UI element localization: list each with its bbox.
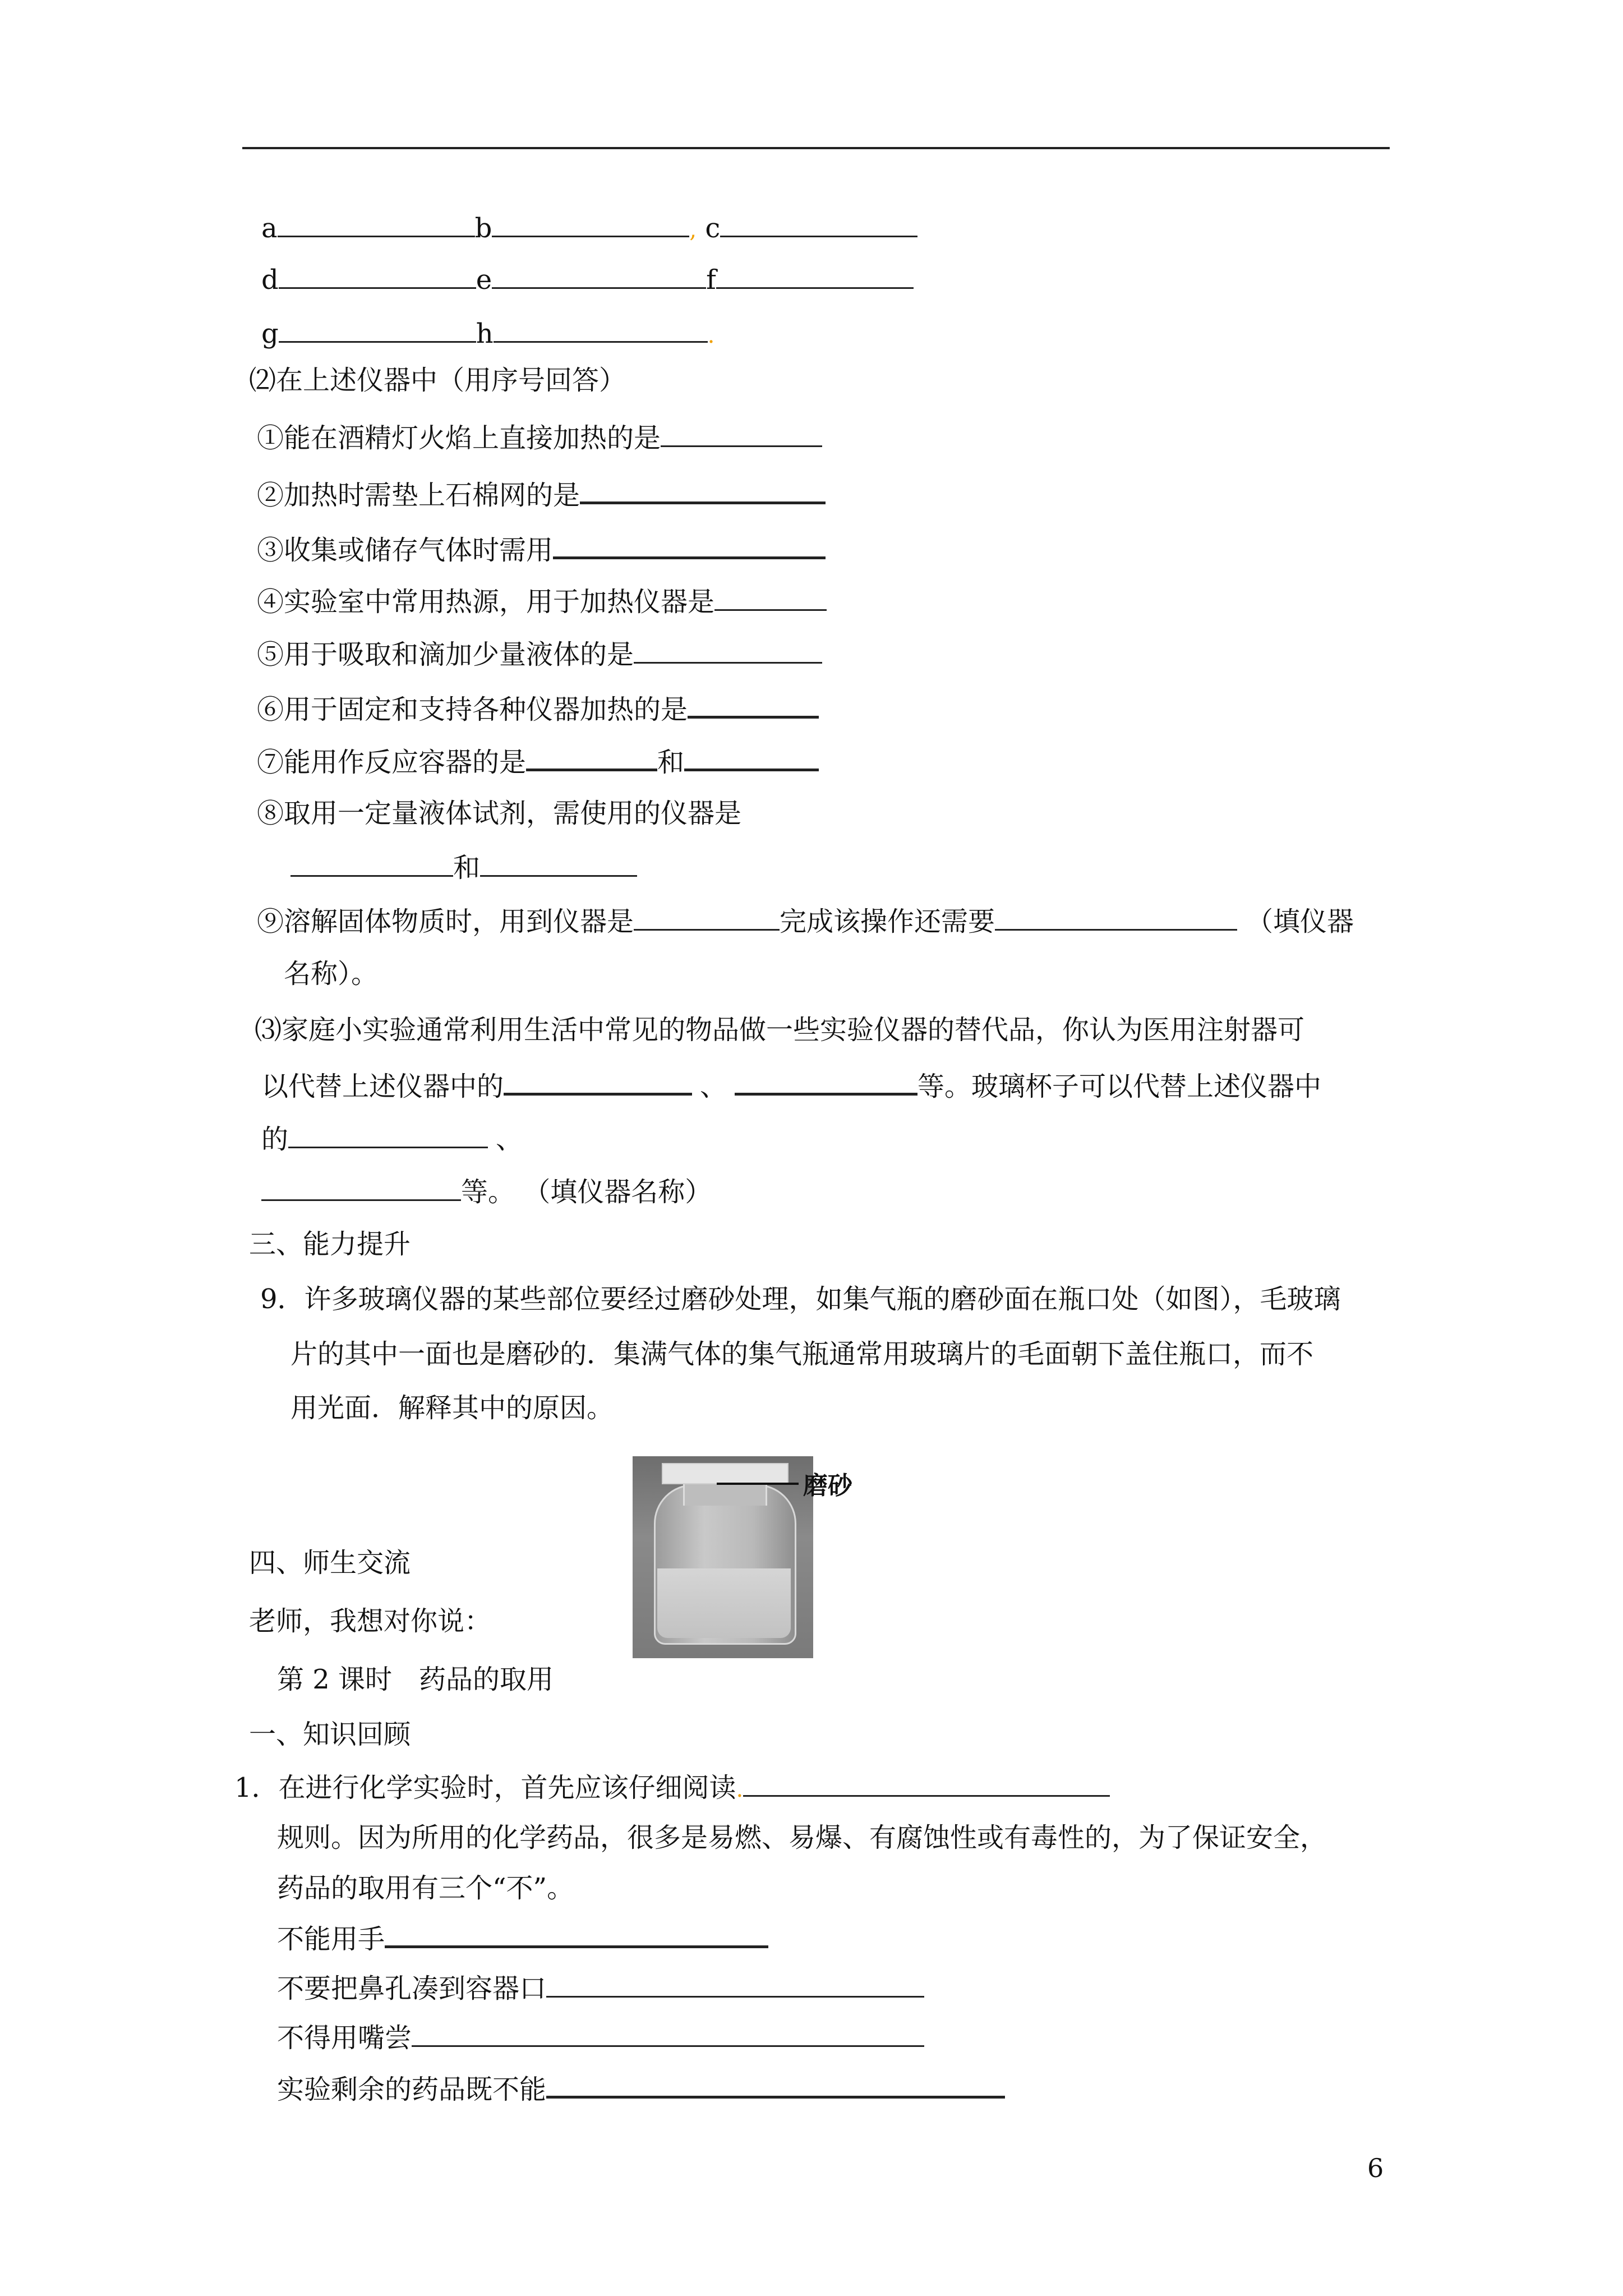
blank-a[interactable] — [278, 211, 475, 237]
q3-line-1: ⑶家庭小实验通常利用生活中常见的物品做一些实验仪器的替代品，你认为医用注射器可 — [255, 1014, 1305, 1046]
figure-label: 磨砂 — [803, 1471, 852, 1500]
q1-line-1-text: 1．在进行化学实验时，首先应该仔细阅读 — [234, 1772, 736, 1803]
section-4-title: 四、师生交流 — [249, 1547, 411, 1579]
q2-item-7-text: ⑦能用作反应容器的是 — [257, 747, 527, 778]
q1-line-1 — [234, 1770, 1110, 1806]
letter-row-2 — [261, 263, 914, 297]
q2-item-1 — [257, 421, 822, 455]
q3-line-3 — [261, 1122, 523, 1156]
callout-line — [717, 1483, 799, 1485]
q1-blank-rules[interactable] — [743, 1770, 1110, 1797]
q2-item-1-text: ①能在酒精灯火焰上直接加热的是 — [257, 422, 661, 454]
q3-line-2-text-b: 等。玻璃杯子可以代替上述仪器中 — [917, 1071, 1322, 1102]
blank-d[interactable] — [279, 263, 476, 289]
q2-item-5 — [257, 637, 822, 671]
label-c: c — [705, 213, 721, 244]
q2-item-6-blank[interactable] — [688, 691, 819, 719]
q2-item-6 — [257, 691, 819, 726]
blank-f[interactable] — [716, 263, 914, 289]
rule-leftover-text: 实验剩余的药品既不能 — [277, 2074, 547, 2105]
q3-line-2 — [261, 1068, 1321, 1103]
q2-item-3-text: ③收集或储存气体时需用 — [257, 535, 554, 566]
review-title: 一、知识回顾 — [249, 1719, 411, 1750]
label-g: g — [261, 318, 279, 349]
q2-item-2-blank[interactable] — [580, 477, 826, 504]
q2-item-1-blank[interactable] — [661, 421, 822, 447]
q3-line-2-sep: 、 — [700, 1071, 727, 1102]
q2-item-5-text: ⑤用于吸取和滴加少量液体的是 — [257, 639, 634, 670]
label-e: e — [476, 264, 492, 296]
rule-no-hand-text: 不能用手 — [277, 1924, 385, 1955]
header-rule — [242, 147, 1390, 149]
blank-c[interactable] — [720, 211, 917, 237]
q2-item-2-text: ②加热时需垫上石棉网的是 — [257, 480, 580, 511]
q2-item-9-blank-2[interactable] — [995, 904, 1237, 931]
q2-item-9-cont: 名称）。 — [284, 958, 379, 990]
mark-dot: . — [736, 1777, 744, 1802]
label-b: b — [474, 213, 492, 244]
q2-item-8: ⑧取用一定量液体试剂，需使用的仪器是 — [257, 798, 742, 829]
rule-no-taste — [277, 2021, 924, 2055]
q1-line-3: 药品的取用有三个“不”。 — [277, 1872, 574, 1904]
label-f: f — [706, 264, 716, 296]
blank-h[interactable] — [494, 316, 708, 343]
q2-item-7-and: 和 — [657, 747, 685, 778]
q3-blank-1[interactable] — [504, 1068, 692, 1096]
section-4-prompt: 老师，我想对你说： — [249, 1605, 492, 1637]
gas-bottle-photo — [633, 1456, 813, 1658]
q2-item-9 — [257, 904, 1354, 938]
q2-item-4 — [257, 585, 827, 619]
blank-g[interactable] — [279, 316, 476, 343]
letter-row-3 — [261, 316, 714, 352]
lesson-2-title: 第 2 课时 药品的取用 — [277, 1664, 554, 1695]
rule-no-taste-text: 不得用嘴尝 — [277, 2022, 412, 2054]
page-number: 6 — [1367, 2153, 1384, 2183]
q2-heading: ⑵在上述仪器中（用序号回答） — [249, 365, 626, 396]
rule-leftover — [277, 2071, 1005, 2106]
blank-b[interactable] — [492, 211, 689, 237]
q2-item-4-blank[interactable] — [714, 585, 827, 611]
label-d: d — [261, 264, 279, 296]
q2-item-7-blank-1[interactable] — [526, 744, 657, 771]
q2-item-7-blank-2[interactable] — [684, 744, 819, 771]
q2-item-8-answer — [291, 850, 637, 885]
mark-dot: . — [707, 323, 715, 348]
q2-item-2 — [257, 477, 826, 512]
q2-item-7 — [257, 744, 819, 779]
q2-item-8-and: 和 — [453, 852, 481, 884]
rule-no-smell — [277, 1971, 924, 2005]
q9-line-3: 用光面．解释其中的原因。 — [291, 1392, 614, 1424]
rule-no-smell-blank[interactable] — [546, 1971, 924, 1998]
q3-line-3-text: 的 — [261, 1124, 289, 1155]
rule-no-hand-blank[interactable] — [385, 1921, 768, 1948]
bottle-bottom — [657, 1568, 791, 1638]
q3-line-3-sep: 、 — [496, 1124, 523, 1155]
mark-dot: , — [689, 217, 697, 243]
q9-line-2: 片的其中一面也是磨砂的．集满气体的集气瓶通常用玻璃片的毛面朝下盖住瓶口，而不 — [291, 1338, 1314, 1370]
rule-no-taste-blank[interactable] — [412, 2021, 924, 2047]
q2-item-8-blank-2[interactable] — [480, 850, 637, 877]
q2-item-6-text: ⑥用于固定和支持各种仪器加热的是 — [257, 694, 688, 725]
q3-blank-2[interactable] — [735, 1068, 917, 1096]
q3-blank-4[interactable] — [261, 1175, 461, 1201]
rule-no-hand — [277, 1921, 768, 1956]
q2-item-9-text-a: ⑨溶解固体物质时，用到仪器是 — [257, 906, 634, 937]
q9-line-1: 9．许多玻璃仪器的某些部位要经过磨砂处理，如集气瓶的磨砂面在瓶口处（如图），毛玻璃 — [260, 1283, 1341, 1315]
label-h: h — [476, 318, 494, 349]
letter-row-1 — [261, 211, 917, 247]
blank-e[interactable] — [492, 263, 706, 289]
label-a: a — [261, 213, 278, 244]
q2-item-4-text: ④实验室中常用热源，用于加热仪器是 — [257, 586, 715, 618]
glass-plate — [662, 1463, 789, 1484]
q2-item-9-blank-1[interactable] — [634, 904, 780, 931]
q3-line-2-text-a: 以代替上述仪器中的 — [261, 1071, 504, 1102]
q3-line-4-text: 等。 （填仪器名称） — [461, 1176, 712, 1208]
q2-item-9-text-c: （填仪器 — [1246, 906, 1354, 937]
q1-line-2: 规则。因为所用的化学药品，很多是易燃、易爆、有腐蚀性或有毒性的，为了保证安全， — [277, 1822, 1327, 1853]
q2-item-8-blank-1[interactable] — [291, 850, 453, 877]
rule-no-smell-text: 不要把鼻孔凑到容器口 — [277, 1973, 547, 2004]
q2-item-3-blank[interactable] — [553, 532, 826, 559]
q3-blank-3[interactable] — [288, 1122, 488, 1148]
section-3-title: 三、能力提升 — [249, 1228, 411, 1260]
q2-item-3 — [257, 532, 826, 567]
q3-line-4 — [261, 1175, 712, 1209]
q2-item-5-blank[interactable] — [634, 637, 822, 664]
q2-item-9-text-b: 完成该操作还需要 — [780, 906, 995, 937]
rule-leftover-blank[interactable] — [546, 2071, 1005, 2099]
